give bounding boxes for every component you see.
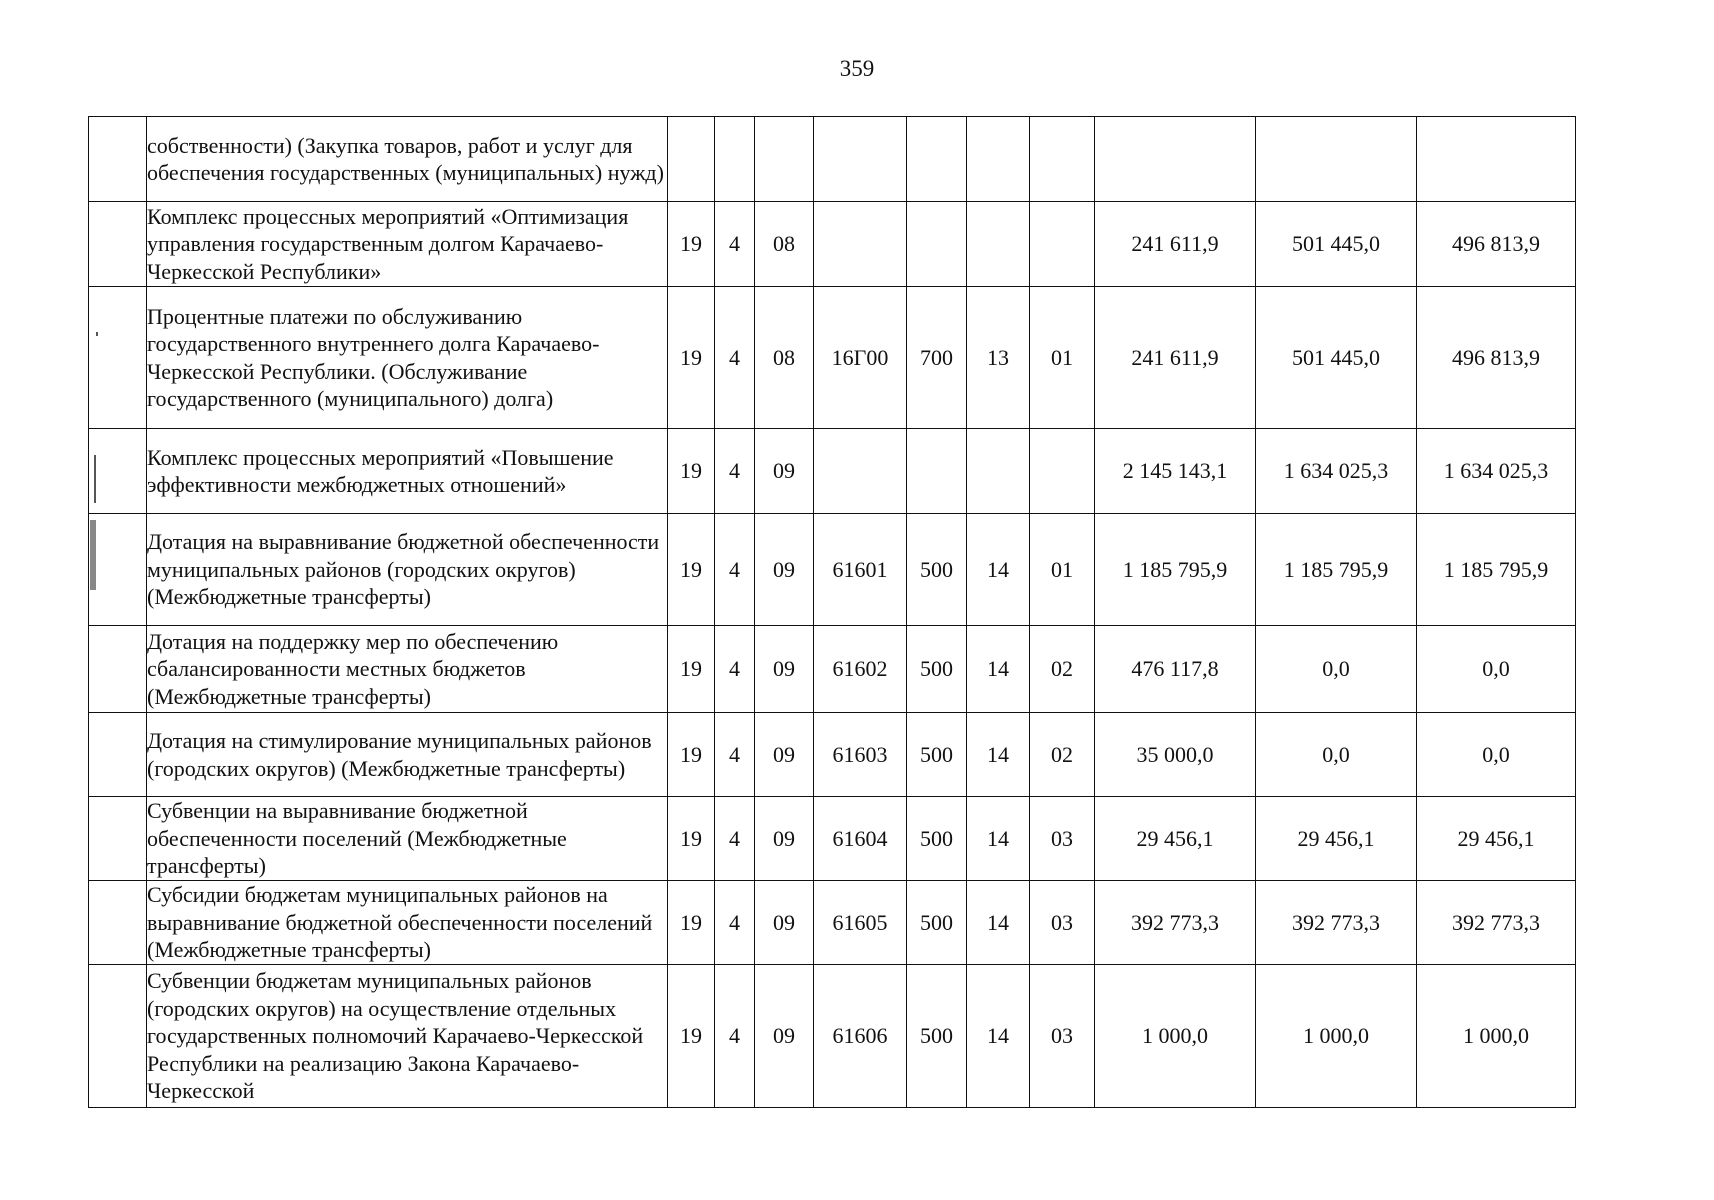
cell-code-expense-type: 500 (907, 626, 967, 713)
cell-code-subsection: 03 (1030, 797, 1095, 881)
cell-index (89, 202, 147, 287)
cell-code-subsection: 02 (1030, 713, 1095, 797)
cell-amount-year2: 392 773,3 (1256, 881, 1417, 965)
cell-code-direction: 61604 (814, 797, 907, 881)
cell-amount-year2: 0,0 (1256, 626, 1417, 713)
cell-code-section: 14 (967, 713, 1030, 797)
table-row (89, 797, 1576, 881)
table-row (89, 202, 1576, 287)
cell-code-type: 4 (715, 965, 755, 1108)
cell-code-section: 14 (967, 626, 1030, 713)
cell-code-type: 4 (715, 202, 755, 287)
cell-index (89, 881, 147, 965)
cell-code-direction (814, 202, 907, 287)
cell-code-type: 4 (715, 626, 755, 713)
cell-code-direction (814, 429, 907, 514)
cell-code-ministry: 19 (668, 429, 715, 514)
cell-description: Дотация на выравнивание бюджетной обеспеченности муниципальных районов (городских округов) (Межбюджетные трансферты) (147, 514, 668, 626)
cell-code-expense-type: 700 (907, 287, 967, 429)
cell-amount-year2: 501 445,0 (1256, 287, 1417, 429)
cell-amount-year3: 392 773,3 (1417, 881, 1576, 965)
scan-artifact (96, 332, 98, 336)
table-row (89, 713, 1576, 797)
cell-code-direction (814, 117, 907, 202)
cell-code-section: 13 (967, 287, 1030, 429)
cell-description: Субвенции бюджетам муниципальных районов (городских округов) на осуществление отдельных государственных полномочий Карачаево-Черкесской Республики на реализацию Закона Карачаево-Черкесской (147, 965, 668, 1108)
cell-description: Процентные платежи по обслуживанию государственного внутреннего долга Карачаево-Черкесской Республики. (Обслуживание государственного (муниципального) долга) (147, 287, 668, 429)
cell-index (89, 797, 147, 881)
cell-amount-year2: 501 445,0 (1256, 202, 1417, 287)
cell-description: Субсидии бюджетам муниципальных районов на выравнивание бюджетной обеспеченности поселений (Межбюджетные трансферты) (147, 881, 668, 965)
cell-code-complex: 09 (755, 514, 814, 626)
cell-code-expense-type: 500 (907, 881, 967, 965)
cell-code-expense-type (907, 202, 967, 287)
cell-code-type: 4 (715, 514, 755, 626)
cell-code-type: 4 (715, 713, 755, 797)
cell-index (89, 965, 147, 1108)
cell-code-ministry: 19 (668, 881, 715, 965)
cell-amount-year3 (1417, 117, 1576, 202)
table-row (89, 514, 1576, 626)
budget-table (88, 116, 1576, 1108)
cell-code-ministry: 19 (668, 514, 715, 626)
cell-code-ministry: 19 (668, 797, 715, 881)
cell-code-section (967, 202, 1030, 287)
cell-code-direction: 61606 (814, 965, 907, 1108)
cell-amount-year3: 1 000,0 (1417, 965, 1576, 1108)
cell-description: Комплекс процессных мероприятий «Оптимизация управления государственным долгом Карачаево-Черкесской Республики» (147, 202, 668, 287)
cell-code-expense-type (907, 117, 967, 202)
cell-code-complex (755, 117, 814, 202)
cell-amount-year2: 29 456,1 (1256, 797, 1417, 881)
cell-amount-year3: 1 185 795,9 (1417, 514, 1576, 626)
cell-amount-year1: 35 000,0 (1095, 713, 1256, 797)
cell-amount-year2: 0,0 (1256, 713, 1417, 797)
cell-code-subsection (1030, 429, 1095, 514)
cell-code-direction: 61605 (814, 881, 907, 965)
cell-code-subsection (1030, 117, 1095, 202)
cell-code-direction: 61601 (814, 514, 907, 626)
cell-amount-year3: 0,0 (1417, 713, 1576, 797)
cell-amount-year1: 392 773,3 (1095, 881, 1256, 965)
cell-code-complex: 08 (755, 202, 814, 287)
cell-code-complex: 09 (755, 713, 814, 797)
cell-code-subsection: 02 (1030, 626, 1095, 713)
table-row (89, 429, 1576, 514)
cell-amount-year1: 476 117,8 (1095, 626, 1256, 713)
table-row (89, 287, 1576, 429)
cell-amount-year2: 1 634 025,3 (1256, 429, 1417, 514)
cell-code-direction: 16Г00 (814, 287, 907, 429)
cell-index (89, 117, 147, 202)
cell-code-subsection: 01 (1030, 287, 1095, 429)
cell-code-expense-type: 500 (907, 713, 967, 797)
cell-code-subsection: 01 (1030, 514, 1095, 626)
cell-code-direction: 61602 (814, 626, 907, 713)
cell-description: Дотация на поддержку мер по обеспечению сбалансированности местных бюджетов (Межбюджетные трансферты) (147, 626, 668, 713)
cell-code-section (967, 429, 1030, 514)
cell-amount-year1: 1 185 795,9 (1095, 514, 1256, 626)
cell-code-expense-type: 500 (907, 514, 967, 626)
cell-code-complex: 09 (755, 965, 814, 1108)
cell-description: Дотация на стимулирование муниципальных районов (городских округов) (Межбюджетные трансферты) (147, 713, 668, 797)
cell-amount-year2 (1256, 117, 1417, 202)
cell-code-expense-type (907, 429, 967, 514)
cell-code-section: 14 (967, 965, 1030, 1108)
cell-index (89, 287, 147, 429)
cell-code-type: 4 (715, 429, 755, 514)
cell-amount-year1: 1 000,0 (1095, 965, 1256, 1108)
scan-artifact (90, 520, 96, 590)
cell-code-type: 4 (715, 287, 755, 429)
cell-amount-year3: 0,0 (1417, 626, 1576, 713)
cell-amount-year1 (1095, 117, 1256, 202)
cell-code-complex: 09 (755, 797, 814, 881)
cell-amount-year1: 2 145 143,1 (1095, 429, 1256, 514)
cell-amount-year3: 496 813,9 (1417, 202, 1576, 287)
cell-code-ministry: 19 (668, 626, 715, 713)
cell-index (89, 429, 147, 514)
cell-index (89, 514, 147, 626)
cell-index (89, 626, 147, 713)
cell-amount-year3: 1 634 025,3 (1417, 429, 1576, 514)
cell-amount-year1: 241 611,9 (1095, 202, 1256, 287)
cell-code-complex: 09 (755, 429, 814, 514)
cell-amount-year2: 1 185 795,9 (1256, 514, 1417, 626)
cell-code-subsection (1030, 202, 1095, 287)
cell-index (89, 713, 147, 797)
cell-code-complex: 09 (755, 881, 814, 965)
cell-code-type: 4 (715, 881, 755, 965)
cell-amount-year1: 241 611,9 (1095, 287, 1256, 429)
cell-code-section: 14 (967, 881, 1030, 965)
cell-code-type (715, 117, 755, 202)
cell-code-ministry: 19 (668, 713, 715, 797)
page-number: 359 (839, 56, 875, 81)
cell-code-expense-type: 500 (907, 965, 967, 1108)
cell-code-ministry: 19 (668, 965, 715, 1108)
cell-code-complex: 08 (755, 287, 814, 429)
table-row (89, 965, 1576, 1108)
cell-code-subsection: 03 (1030, 965, 1095, 1108)
cell-code-ministry: 19 (668, 287, 715, 429)
cell-code-ministry (668, 117, 715, 202)
cell-amount-year2: 1 000,0 (1256, 965, 1417, 1108)
cell-amount-year1: 29 456,1 (1095, 797, 1256, 881)
cell-code-subsection: 03 (1030, 881, 1095, 965)
cell-code-expense-type: 500 (907, 797, 967, 881)
cell-code-section: 14 (967, 797, 1030, 881)
cell-code-complex: 09 (755, 626, 814, 713)
table-row (89, 117, 1576, 202)
table-row (89, 626, 1576, 713)
cell-code-section: 14 (967, 514, 1030, 626)
cell-description: Субвенции на выравнивание бюджетной обеспеченности поселений (Межбюджетные трансферты) (147, 797, 668, 881)
cell-code-type: 4 (715, 797, 755, 881)
cell-code-section (967, 117, 1030, 202)
cell-description: собственности) (Закупка товаров, работ и услуг для обеспечения государственных (муниципальных) нужд) (147, 117, 668, 202)
table-row (89, 881, 1576, 965)
cell-description: Комплекс процессных мероприятий «Повышение эффективности межбюджетных отношений» (147, 429, 668, 514)
scan-artifact (94, 455, 96, 503)
cell-code-direction: 61603 (814, 713, 907, 797)
cell-code-ministry: 19 (668, 202, 715, 287)
cell-amount-year3: 29 456,1 (1417, 797, 1576, 881)
cell-amount-year3: 496 813,9 (1417, 287, 1576, 429)
